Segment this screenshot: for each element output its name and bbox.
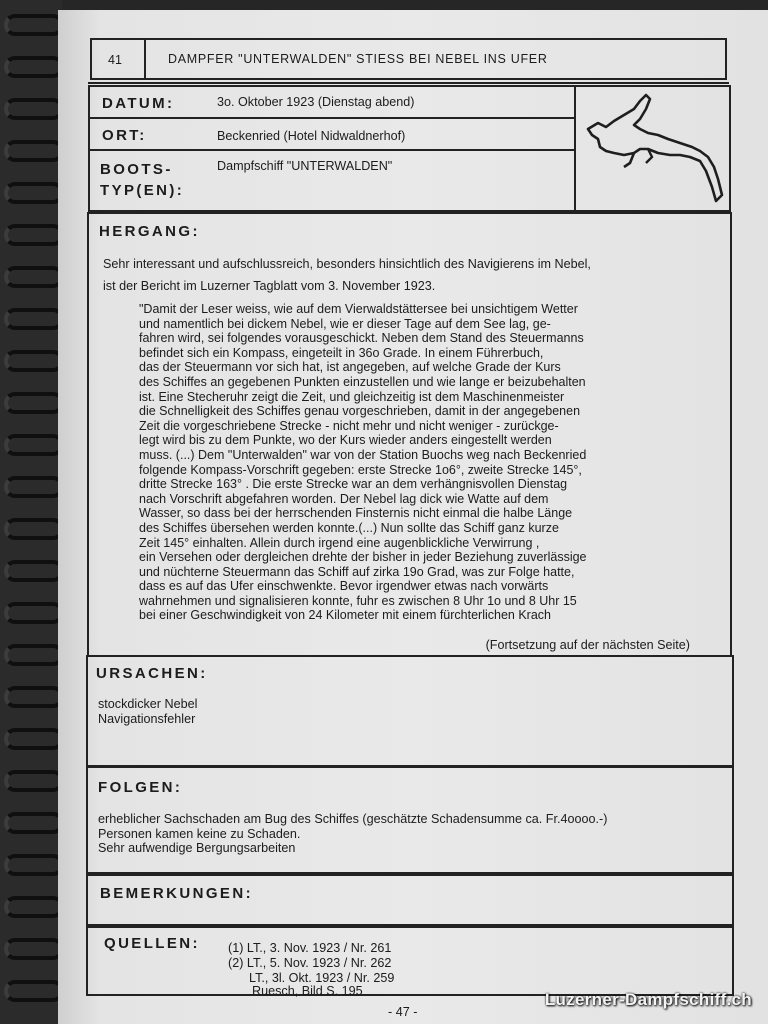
- folgen-item: Personen kamen keine zu Schaden.: [98, 827, 301, 841]
- folgen-item: Sehr aufwendige Bergungsarbeiten: [98, 841, 296, 855]
- quote-line: nach Vorschrift abgefahren worden. Der Nebel lag dick wie Watte auf dem: [139, 491, 549, 506]
- bootstyp-value: Dampfschiff "UNTERWALDEN": [217, 159, 393, 173]
- hergang-intro-line1: Sehr interessant und aufschlussreich, besonders hinsichtlich des Navigierens im Nebel,: [103, 257, 591, 271]
- binding-ring: [4, 812, 64, 834]
- page-title: DAMPFER "UNTERWALDEN" STIESS BEI NEBEL INS UFER: [168, 52, 548, 66]
- quote-line: muss. (...) Dem "Unterwalden" war von der Station Buochs weg nach Beckenried: [139, 447, 587, 462]
- folgen-label: FOLGEN:: [98, 779, 183, 796]
- binding-ring: [4, 518, 64, 540]
- binding-ring: [4, 56, 64, 78]
- quote-line: Wasser, so dass bei der herrschenden Finsternis nicht einmal die halbe Länge: [139, 506, 573, 521]
- quote-line: dritte Strecke 163° . Die erste Strecke war an dem verhängnisvollen Dienstag: [139, 477, 568, 492]
- ursachen-item: stockdicker Nebel: [98, 697, 198, 711]
- quellen-item: (1) LT., 3. Nov. 1923 / Nr. 261: [228, 941, 392, 955]
- quellen-section: [86, 926, 734, 996]
- quote-line: fahren wird, sei folgendes vorausgeschickt. Neben dem Stand des Steuermanns: [139, 331, 584, 346]
- watermark: Luzerner-Dampfschiff.ch: [544, 990, 752, 1009]
- binding-ring: [4, 728, 64, 750]
- quellen-label: QUELLEN:: [104, 935, 200, 952]
- quote-line: dass es auf das Ufer einschwenkte. Bevor irgendwer etwas nach vorwärts: [139, 579, 549, 594]
- quote-line: legt wird bis zu dem Punkte, wo der Kurs wieder anders eingestellt werden: [139, 433, 552, 448]
- quote-line: befindet sich ein Kompass, eingeteilt in 36o Grade. In einem Führerbuch,: [139, 345, 544, 360]
- binding-ring: [4, 644, 64, 666]
- binding-ring: [4, 98, 64, 120]
- quellen-item: Ruesch, Bild S. 195: [252, 984, 363, 998]
- quote-line: ein Versehen oder dergleichen drehte der bisher in jeder Beziehung zuverlässige: [139, 550, 587, 565]
- quote-line: und nüchterne Steuermann das Schiff auf zirka 19o Grad, was zur Folge hatte,: [139, 564, 575, 579]
- datum-label: DATUM:: [102, 95, 175, 112]
- quote-line: des Schiffes übersehen werden konnte.(...) Nun sollte das Schiff ganz kurze: [139, 520, 559, 535]
- binding-ring: [4, 182, 64, 204]
- quote-line: folgende Kompass-Vorschrift gegeben: erste Strecke 1o6°, zweite Strecke 145°,: [139, 462, 582, 477]
- binding-ring: [4, 308, 64, 330]
- quote-line: Zeit 145° einhalten. Allein durch irgend eine augenblickliche Verwirrung ,: [139, 535, 540, 550]
- binding-ring: [4, 476, 64, 498]
- quote-line: das der Steuermann vor sich hat, ist angegeben, auf welche Grade der Kurs: [139, 360, 561, 375]
- quote-line: ist. Eine Stecheruhr zeigt die Zeit, und gleichzeitig ist dem Maschinenmeister: [139, 389, 565, 404]
- binding-ring: [4, 602, 64, 624]
- binding-ring: [4, 392, 64, 414]
- binding-ring: [4, 980, 64, 1002]
- quote-line: Zeit die vorgeschriebene Strecke - nicht mehr und nicht weniger - zurückge-: [139, 418, 559, 433]
- binding-ring: [4, 434, 64, 456]
- bootstyp-label-line2: TYP(EN):: [100, 182, 185, 199]
- binding-ring: [4, 266, 64, 288]
- quellen-item: LT., 3l. Okt. 1923 / Nr. 259: [249, 971, 395, 985]
- quote-line: des Schiffes an gegebenen Punkten einzustellen und wie lange er beizubehalten: [139, 374, 586, 389]
- hergang-section: [87, 212, 732, 657]
- quote-line: "Damit der Leser weiss, wie auf dem Vierwaldstättersee bei unsichtigem Wetter: [139, 302, 578, 316]
- datum-value: 3o. Oktober 1923 (Dienstag abend): [217, 95, 415, 109]
- binding-ring: [4, 560, 64, 582]
- ursachen-label: URSACHEN:: [96, 665, 208, 682]
- binding-spine: [0, 0, 62, 1024]
- quote-line: die Schnelligkeit des Schiffes genau vorgeschrieben, damit in der angegebenen: [139, 404, 581, 419]
- binding-ring: [4, 140, 64, 162]
- binding-ring: [4, 14, 64, 36]
- hergang-label: HERGANG:: [99, 223, 200, 240]
- quote-line: bei einer Geschwindigkeit von 24 Kilometer mit einem fürchterlichen Krach: [139, 608, 551, 623]
- bemerkungen-label: BEMERKUNGEN:: [100, 885, 253, 902]
- hergang-quote: [139, 302, 715, 623]
- folgen-section: [86, 766, 734, 874]
- binding-ring: [4, 770, 64, 792]
- binding-ring: [4, 938, 64, 960]
- quote-line: wahrnehmen und signalisieren konnte, fuhr es zwischen 8 Uhr 1o und 8 Uhr 15: [139, 593, 577, 608]
- ursachen-section: [86, 655, 734, 767]
- ursachen-item: Navigationsfehler: [98, 712, 196, 726]
- entry-number: 41: [108, 53, 122, 67]
- quellen-item: (2) LT., 5. Nov. 1923 / Nr. 262: [228, 956, 392, 970]
- binding-ring: [4, 896, 64, 918]
- info-box: [88, 85, 731, 212]
- bootstyp-label-line1: BOOTS-: [100, 161, 173, 178]
- header-box: [90, 38, 727, 80]
- ort-label: ORT:: [102, 127, 147, 144]
- quote-line: und namentlich bei dickem Nebel, wie er dieser Tage auf dem See lag, ge-: [139, 316, 551, 331]
- bemerkungen-section: [86, 874, 734, 926]
- hergang-intro-line2: ist der Bericht im Luzerner Tagblatt vom 3. November 1923.: [103, 279, 436, 293]
- folgen-item: erheblicher Sachschaden am Bug des Schiffes (geschätzte Schadensumme ca. Fr.4oooo.-): [98, 812, 608, 826]
- ort-value: Beckenried (Hotel Nidwaldnerhof): [217, 129, 406, 143]
- continued-note: (Fortsetzung auf der nächsten Seite): [485, 638, 690, 652]
- binding-ring: [4, 854, 64, 876]
- page-number: - 47 -: [388, 1005, 418, 1019]
- binding-ring: [4, 686, 64, 708]
- lake-lucerne-map-icon: [584, 91, 726, 207]
- binding-ring: [4, 350, 64, 372]
- binding-ring: [4, 224, 64, 246]
